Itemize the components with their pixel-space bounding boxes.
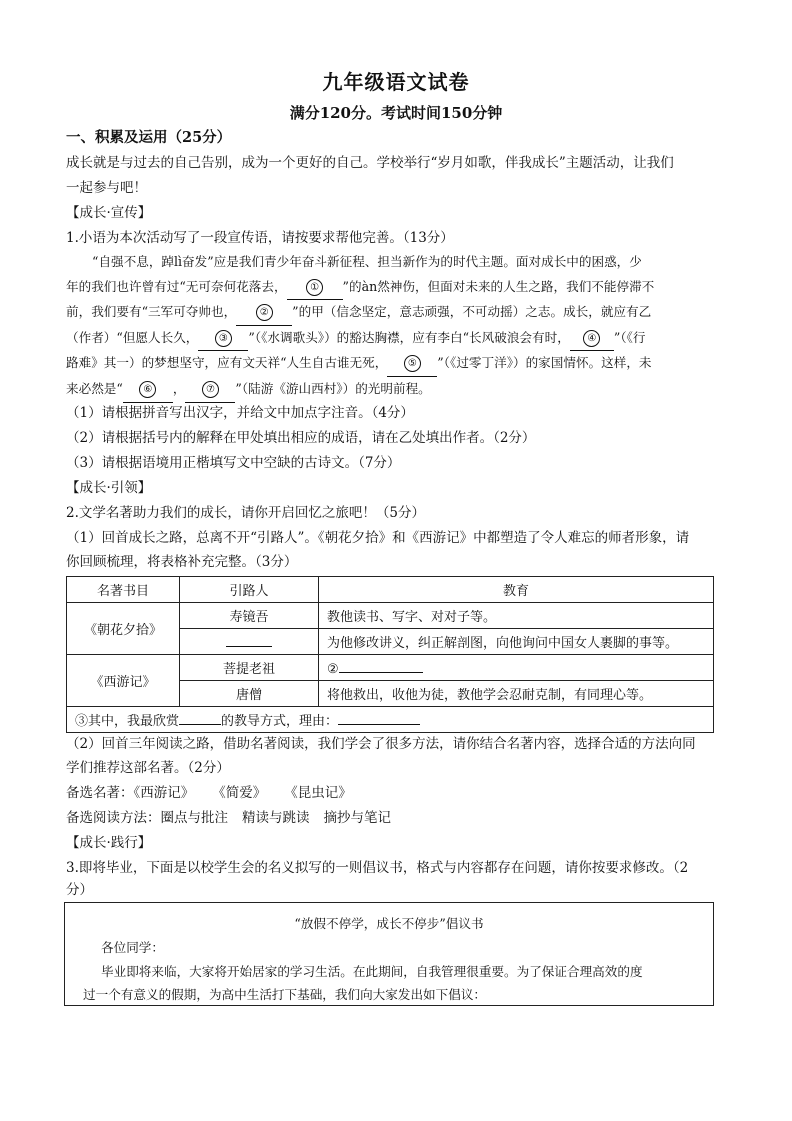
table-footer-row <box>67 707 714 733</box>
passage-line <box>66 326 724 352</box>
book-option: 《简爱》 <box>212 785 267 801</box>
table-cell-guide: 菩提老祖 <box>180 655 319 681</box>
table-cell-education: 教他读书、写字、对对子等。 <box>319 603 714 629</box>
passage-text: 年的我们也许曾有过“无可奈何花落去， <box>66 278 287 294</box>
question-2-sub-1-line-1: （1）回首成长之路，总离不开“引路人”。《朝花夕拾》和《西游记》中都塑造了令人难忘的师者形象，请 <box>66 530 690 546</box>
passage-text: 路难》其一）的梦想坚守，应有文天祥“人生自古谁无死， <box>66 355 388 371</box>
proposal-body-line-1: 毕业即将来临，大家将开始居家的学习生活。在此期间，自我管理很重要。为了保证合理高效的度 <box>101 964 643 979</box>
part-label-publicity: 【成长·宣传】 <box>66 205 152 221</box>
table-header-row <box>67 577 714 603</box>
passage-text: ”（陆游《游山西村》）的光明前程。 <box>235 380 431 396</box>
blank-4[interactable] <box>570 326 614 352</box>
question-1-sub-1: （1）请根据拼音写出汉字，并给文中加点字注音。（4分） <box>66 405 414 421</box>
table-row <box>67 603 714 629</box>
table-cell-education: 将他救出，收他为徒，教他学会忍耐克制，有同理心等。 <box>319 681 714 707</box>
passage-line <box>66 300 724 326</box>
table-cell-education: 为他修改讲义，纠正解剖图，向他询问中国女人裹脚的事等。 <box>319 629 714 655</box>
passage-line <box>66 250 724 275</box>
blank-number: ② <box>256 304 273 321</box>
blank-number: ⑤ <box>404 355 421 372</box>
method-option: 圈点与批注 <box>160 810 228 826</box>
part-label-guidance: 【成长·引领】 <box>66 480 152 496</box>
proposal-salutation: 各位同学： <box>101 940 164 955</box>
answer-number: ② <box>327 662 339 677</box>
question-3-stem-line-1: 3.即将毕业，下面是以校学生会的名义拟写的一则倡议书，格式与内容都存在问题，请你按要求修改。（2 <box>66 860 689 876</box>
proposal-letter-box <box>64 902 714 1006</box>
question-1-stem: 1.小语为本次活动写了一段宣传语，请按要求帮他完善。（13分） <box>66 230 454 246</box>
question-1-passage <box>66 250 724 403</box>
book-options <box>66 783 352 803</box>
book-options-label: 备选名著： <box>66 785 134 801</box>
exam-subtitle: 满分120分。考试时间150分钟 <box>289 104 503 122</box>
blank-number: ① <box>306 279 323 296</box>
passage-text: “自强不息，踔lì奋发”应是我们青少年奋斗新征程、担当新作为的时代主题。面对成长中的困惑，少 <box>92 254 642 269</box>
answer-line[interactable] <box>339 658 423 673</box>
method-option: 精读与跳读 <box>242 810 310 826</box>
footer-text: ③其中，我最欣赏 <box>75 714 180 729</box>
question-1-sub-3: （3）请根据语境用正楷填写文中空缺的古诗文。（7分） <box>66 455 401 471</box>
table-footer-cell <box>67 707 714 733</box>
table-header-guide: 引路人 <box>180 577 319 603</box>
mentor-table <box>66 576 714 733</box>
passage-text: ”（《行 <box>613 329 646 345</box>
passage-text: ”（《过零丁洋》）的家国情怀。这样，未 <box>437 355 652 371</box>
table-cell-book: 《朝花夕拾》 <box>67 603 180 655</box>
passage-text: ， <box>172 380 186 396</box>
blank-1[interactable] <box>287 275 343 301</box>
method-options-label: 备选阅读方法： <box>66 810 161 826</box>
passage-text: 前，我们要有“三军可夺帅也， <box>66 304 237 320</box>
passage-text: 来必然是“ <box>66 380 123 396</box>
section-heading: 一、积累及运用（25分） <box>66 129 232 146</box>
blank-7[interactable] <box>185 377 235 403</box>
blank-number: ⑥ <box>139 381 156 398</box>
table-cell-education-blank[interactable] <box>319 655 714 681</box>
method-option: 摘抄与笔记 <box>323 810 391 826</box>
blank-3[interactable] <box>198 326 248 352</box>
table-cell-book: 《西游记》 <box>67 655 180 707</box>
blank-number: ⑦ <box>202 381 219 398</box>
exam-title: 九年级语文试卷 <box>322 70 470 94</box>
question-2-sub-1-line-2: 你回顾梳理，将表格补充完整。（3分） <box>66 554 298 570</box>
passage-line <box>66 351 724 377</box>
intro-line-2: 一起参与吧！ <box>66 180 147 196</box>
passage-text: ”（《水调歌头》）的豁达胸襟，应有李白“长风破浪会有时， <box>248 329 570 345</box>
book-option: 《西游记》 <box>133 785 195 801</box>
question-1-sub-2: （2）请根据括号内的解释在甲处填出相应的成语，请在乙处填出作者。（2分） <box>66 430 536 446</box>
answer-line[interactable] <box>179 710 221 725</box>
proposal-title: “放假不停学，成长不停步”倡议书 <box>294 916 484 931</box>
blank-number: ④ <box>583 330 600 347</box>
question-2-stem: 2.文学名著助力我们的成长，请你开启回忆之旅吧！（5分） <box>66 505 425 521</box>
table-row <box>67 655 714 681</box>
answer-line[interactable] <box>338 710 420 725</box>
blank-6[interactable] <box>123 377 173 403</box>
blank-5[interactable] <box>387 351 437 377</box>
intro-line-1: 成长就是与过去的自己告别，成为一个更好的自己。学校举行“岁月如歌，伴我成长”主题活动，让我们 <box>66 155 674 171</box>
table-cell-guide-blank[interactable] <box>180 629 319 655</box>
book-option: 《昆虫记》 <box>284 785 352 801</box>
table-header-education: 教育 <box>319 577 714 603</box>
passage-text: ”的甲（信念坚定，意志顽强，不可动摇）之志。成长，就应有乙 <box>292 304 652 320</box>
method-options <box>66 808 391 828</box>
passage-line <box>66 275 724 301</box>
blank-number: ③ <box>215 330 232 347</box>
answer-line[interactable] <box>226 632 272 647</box>
question-3-stem-line-2: 分） <box>66 882 93 898</box>
table-cell-guide: 唐僧 <box>180 681 319 707</box>
passage-text: （作者）“但愿人长久， <box>66 329 199 345</box>
passage-line <box>66 377 724 403</box>
question-2-sub-2-line-2: 学们推荐这部名著。（2分） <box>66 760 230 776</box>
part-label-practice: 【成长·践行】 <box>66 835 152 851</box>
table-header-book: 名著书目 <box>67 577 180 603</box>
passage-text: ”的àn然神伤，但面对未来的人生之路，我们不能停滞不 <box>342 278 655 294</box>
footer-text: 的教导方式，理由： <box>221 714 339 729</box>
question-2-sub-2-line-1: （2）回首三年阅读之路，借助名著阅读，我们学会了很多方法，请你结合名著内容，选择合适的方法向同 <box>66 736 696 752</box>
proposal-body-line-2: 过一个有意义的假期，为高中生活打下基础，我们向大家发出如下倡议： <box>83 987 486 1002</box>
blank-2[interactable] <box>236 300 292 326</box>
table-cell-guide: 寿镜吾 <box>180 603 319 629</box>
